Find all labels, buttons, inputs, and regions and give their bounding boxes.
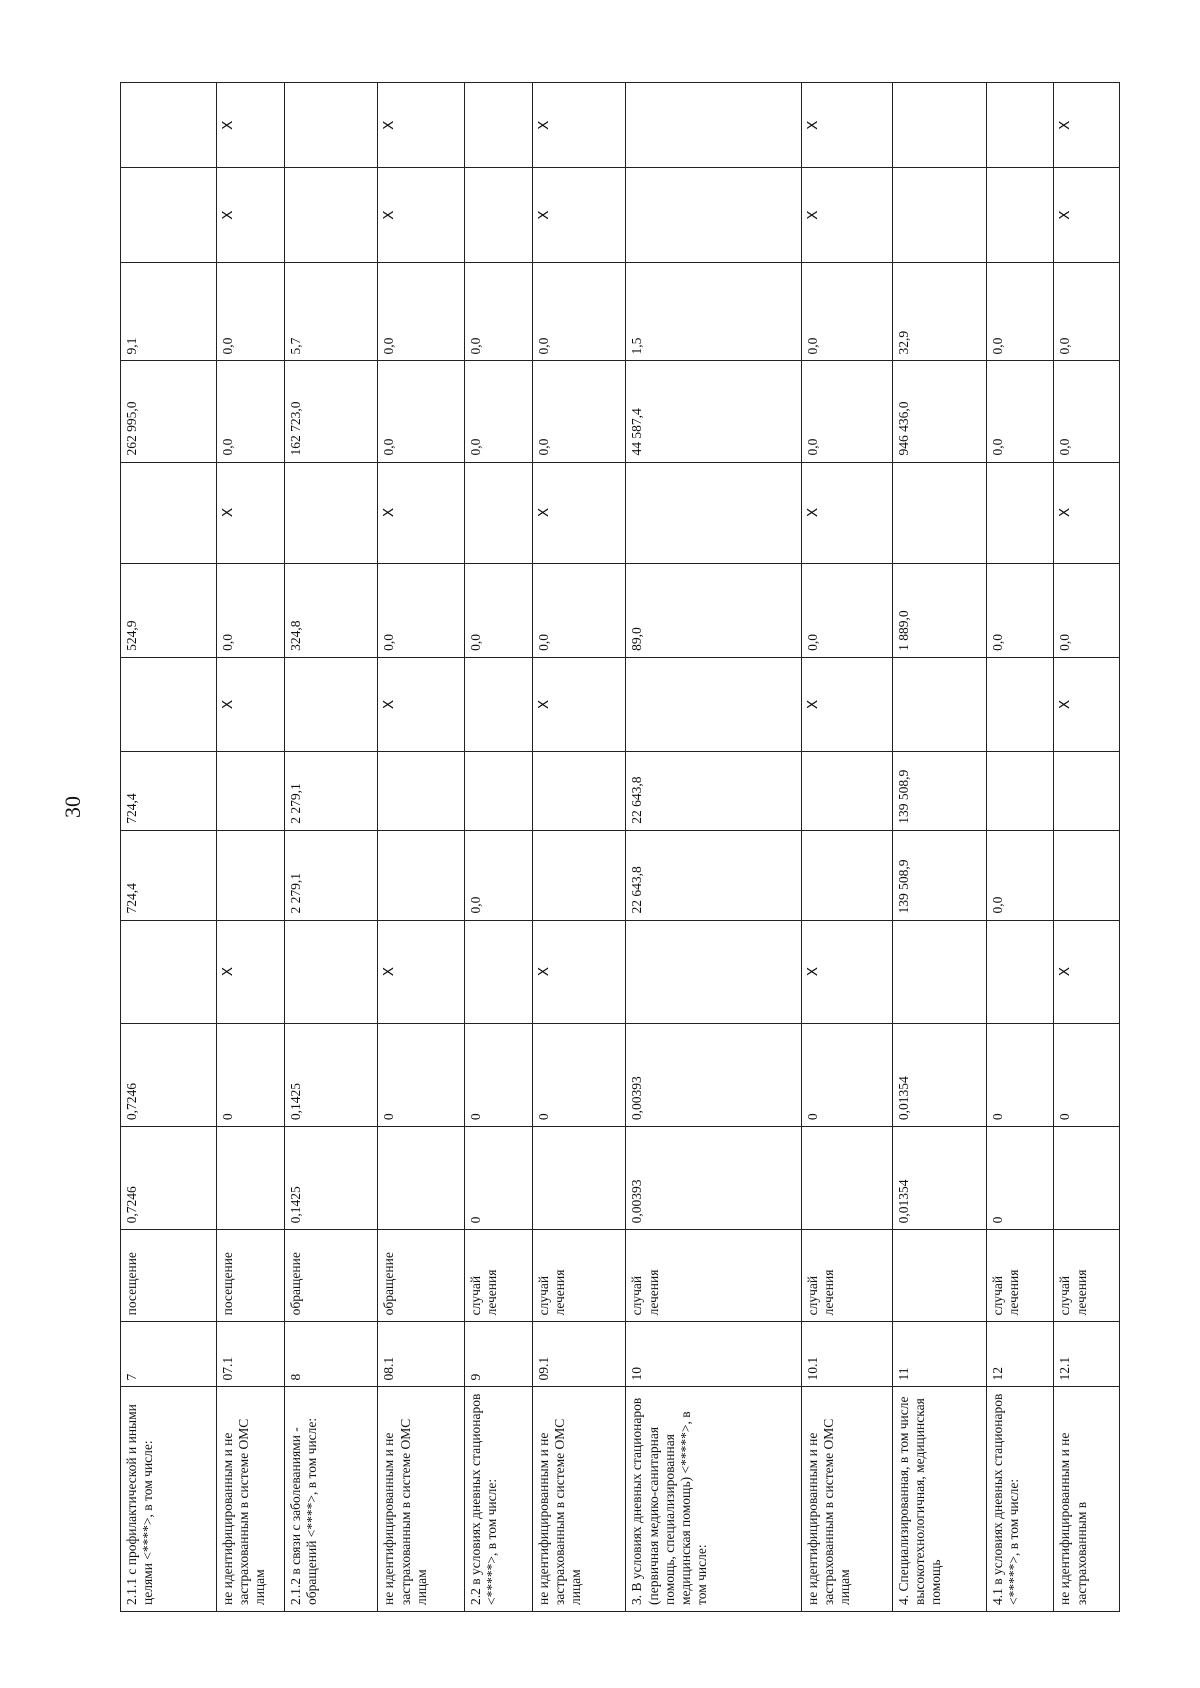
value-cell: 0,0 (1054, 361, 1120, 462)
value-cell: 0 (986, 1127, 1054, 1230)
x-cell (121, 657, 217, 751)
value-cell: 0,7246 (121, 1127, 217, 1230)
table-row (464, 83, 532, 1612)
x-cell: X (1054, 462, 1120, 563)
x-cell (626, 462, 801, 563)
row-name: не идентифицированным и не застрахованным в системе ОМС лицам (378, 1387, 465, 1612)
x-cell (626, 83, 801, 168)
value-cell: 0,0 (378, 262, 465, 361)
row-name: 4. Специализированная, в том числе высокотехнологичная, медицинская помощь (893, 1387, 987, 1612)
value-cell (801, 1127, 892, 1230)
value-cell: 524,9 (121, 563, 217, 657)
unit-cell: случай лечения (626, 1230, 801, 1322)
value-cell (216, 830, 284, 920)
row-name: не идентифицированным и не застрахованным в системе ОМС лицам (216, 1387, 284, 1612)
value-cell: 0,0 (1054, 563, 1120, 657)
unit-cell: посещение (121, 1230, 217, 1322)
unit-cell: обращение (378, 1230, 465, 1322)
unit-cell: случай лечения (1054, 1230, 1120, 1322)
table-row (893, 83, 987, 1612)
table-row (216, 83, 284, 1612)
x-cell: X (532, 462, 626, 563)
row-number: 9 (464, 1322, 532, 1387)
value-cell: 0,0 (216, 262, 284, 361)
unit-cell: случай лечения (532, 1230, 626, 1322)
x-cell (464, 920, 532, 1023)
value-cell: 0 (464, 1127, 532, 1230)
data-table (120, 82, 1120, 1612)
value-cell: 0,0 (216, 361, 284, 462)
value-cell: 0,0 (464, 563, 532, 657)
row-name: не идентифицированным и не застрахованным в (1054, 1387, 1120, 1612)
unit-cell: посещение (216, 1230, 284, 1322)
x-cell: X (1054, 83, 1120, 168)
x-cell: X (378, 920, 465, 1023)
value-cell (1054, 752, 1120, 831)
unit-cell: случай лечения (986, 1230, 1054, 1322)
value-cell: 0,00393 (626, 1127, 801, 1230)
x-cell (464, 168, 532, 262)
value-cell: 139 508,9 (893, 752, 987, 831)
x-cell (284, 168, 378, 262)
value-cell: 0,01354 (893, 1127, 987, 1230)
x-cell (121, 168, 217, 262)
table-row (801, 83, 892, 1612)
x-cell (284, 920, 378, 1023)
row-number: 7 (121, 1322, 217, 1387)
row-name: 2.1.1 с профилактической и иными целями <****>, в том числе: (121, 1387, 217, 1612)
page-number: 30 (60, 796, 85, 818)
value-cell: 946 436,0 (893, 361, 987, 462)
value-cell: 0 (532, 1023, 626, 1126)
x-cell (121, 920, 217, 1023)
rotated-table-wrapper (120, 82, 1120, 1612)
x-cell (284, 83, 378, 168)
value-cell (801, 752, 892, 831)
value-cell: 0,0 (216, 563, 284, 657)
x-cell: X (216, 462, 284, 563)
row-name: 2.2 в условиях дневных стационаров <*****>, в том числе: (464, 1387, 532, 1612)
table-body (121, 83, 1120, 1612)
value-cell: 324,8 (284, 563, 378, 657)
value-cell: 139 508,9 (893, 830, 987, 920)
x-cell: X (378, 657, 465, 751)
x-cell (893, 168, 987, 262)
value-cell: 262 995,0 (121, 361, 217, 462)
x-cell (626, 657, 801, 751)
value-cell: 0 (801, 1023, 892, 1126)
value-cell: 9,1 (121, 262, 217, 361)
table-row (121, 83, 217, 1612)
table-row (986, 83, 1054, 1612)
value-cell (378, 1127, 465, 1230)
x-cell: X (801, 920, 892, 1023)
x-cell (986, 462, 1054, 563)
value-cell: 0 (1054, 1023, 1120, 1126)
x-cell (121, 462, 217, 563)
value-cell: 0,00393 (626, 1023, 801, 1126)
value-cell: 0,7246 (121, 1023, 217, 1126)
row-number: 09.1 (532, 1322, 626, 1387)
x-cell: X (532, 920, 626, 1023)
value-cell: 0,0 (532, 262, 626, 361)
value-cell: 5,7 (284, 262, 378, 361)
value-cell (216, 1127, 284, 1230)
value-cell: 0,0 (801, 563, 892, 657)
value-cell: 0,0 (532, 563, 626, 657)
value-cell (532, 830, 626, 920)
row-number: 08.1 (378, 1322, 465, 1387)
value-cell: 0,0 (986, 262, 1054, 361)
value-cell (1054, 830, 1120, 920)
value-cell: 0,0 (986, 563, 1054, 657)
value-cell (801, 830, 892, 920)
value-cell: 2 279,1 (284, 830, 378, 920)
x-cell (893, 657, 987, 751)
row-number: 12 (986, 1322, 1054, 1387)
value-cell: 22 643,8 (626, 752, 801, 831)
x-cell (986, 657, 1054, 751)
x-cell: X (1054, 168, 1120, 262)
value-cell: 0 (378, 1023, 465, 1126)
value-cell: 0,01354 (893, 1023, 987, 1126)
row-number: 12.1 (1054, 1322, 1120, 1387)
value-cell: 0,0 (532, 361, 626, 462)
value-cell: 0,1425 (284, 1127, 378, 1230)
value-cell (532, 1127, 626, 1230)
x-cell (284, 462, 378, 563)
value-cell: 0,0 (464, 262, 532, 361)
value-cell: 0 (216, 1023, 284, 1126)
value-cell: 0,0 (801, 361, 892, 462)
value-cell: 44 587,4 (626, 361, 801, 462)
x-cell (626, 168, 801, 262)
x-cell: X (532, 657, 626, 751)
value-cell: 0,0 (986, 830, 1054, 920)
x-cell: X (532, 83, 626, 168)
row-name: 2.1.2 в связи с заболеваниями - обращений <****>, в том числе: (284, 1387, 378, 1612)
x-cell: X (216, 657, 284, 751)
value-cell: 0 (464, 1023, 532, 1126)
unit-cell: случай лечения (801, 1230, 892, 1322)
x-cell: X (378, 462, 465, 563)
value-cell: 2 279,1 (284, 752, 378, 831)
value-cell: 0 (986, 1023, 1054, 1126)
x-cell: X (216, 168, 284, 262)
x-cell (284, 657, 378, 751)
value-cell: 89,0 (626, 563, 801, 657)
x-cell (893, 83, 987, 168)
x-cell (893, 462, 987, 563)
x-cell: X (216, 83, 284, 168)
x-cell (986, 920, 1054, 1023)
x-cell: X (1054, 657, 1120, 751)
value-cell: 0,0 (378, 361, 465, 462)
value-cell: 0,1425 (284, 1023, 378, 1126)
value-cell: 162 723,0 (284, 361, 378, 462)
value-cell (378, 752, 465, 831)
row-number: 8 (284, 1322, 378, 1387)
row-number: 11 (893, 1322, 987, 1387)
value-cell: 0,0 (801, 262, 892, 361)
row-number: 10 (626, 1322, 801, 1387)
value-cell: 1 889,0 (893, 563, 987, 657)
value-cell: 0,0 (464, 361, 532, 462)
x-cell: X (801, 462, 892, 563)
value-cell (216, 752, 284, 831)
value-cell (464, 752, 532, 831)
unit-cell (893, 1230, 987, 1322)
x-cell (986, 83, 1054, 168)
table-row (626, 83, 801, 1612)
value-cell: 0,0 (986, 361, 1054, 462)
value-cell: 22 643,8 (626, 830, 801, 920)
table-row (284, 83, 378, 1612)
value-cell: 1,5 (626, 262, 801, 361)
value-cell: 0,0 (378, 563, 465, 657)
x-cell: X (1054, 920, 1120, 1023)
x-cell (626, 920, 801, 1023)
row-name: 4.1 в условиях дневных стационаров <*****>, в том числе: (986, 1387, 1054, 1612)
value-cell (532, 752, 626, 831)
x-cell (121, 83, 217, 168)
value-cell: 724,4 (121, 830, 217, 920)
value-cell: 32,9 (893, 262, 987, 361)
table-row (532, 83, 626, 1612)
x-cell (464, 462, 532, 563)
value-cell (986, 752, 1054, 831)
value-cell: 0,0 (464, 830, 532, 920)
x-cell (986, 168, 1054, 262)
x-cell: X (378, 83, 465, 168)
value-cell (1054, 1127, 1120, 1230)
x-cell: X (801, 83, 892, 168)
table-row (1054, 83, 1120, 1612)
row-name: не идентифицированным и не застрахованным в системе ОМС лицам (532, 1387, 626, 1612)
x-cell: X (378, 168, 465, 262)
row-number: 07.1 (216, 1322, 284, 1387)
value-cell (378, 830, 465, 920)
unit-cell: случай лечения (464, 1230, 532, 1322)
value-cell: 0,0 (1054, 262, 1120, 361)
x-cell (893, 920, 987, 1023)
row-number: 10.1 (801, 1322, 892, 1387)
x-cell: X (801, 657, 892, 751)
x-cell: X (801, 168, 892, 262)
x-cell (464, 83, 532, 168)
row-name: не идентифицированным и не застрахованным в системе ОМС лицам (801, 1387, 892, 1612)
table-row (378, 83, 465, 1612)
value-cell: 724,4 (121, 752, 217, 831)
x-cell (464, 657, 532, 751)
row-name: 3. В условиях дневных стационаров (первичная медико-санитарная помощь, специализированная медицинская помощь) <*****>, в том числе: (626, 1387, 801, 1612)
x-cell: X (532, 168, 626, 262)
unit-cell: обращение (284, 1230, 378, 1322)
x-cell: X (216, 920, 284, 1023)
